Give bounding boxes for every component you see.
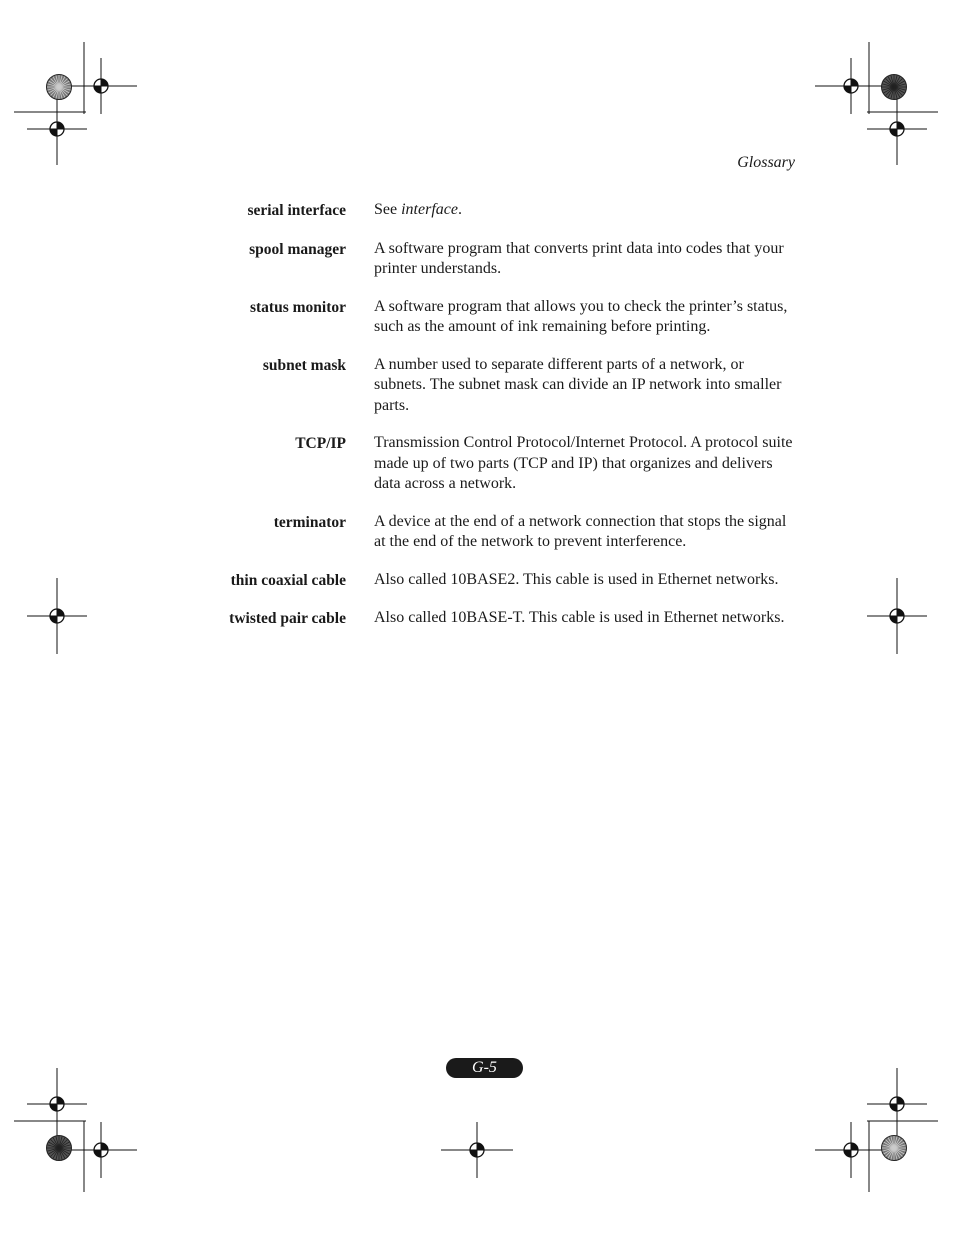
registration-target-fill [897, 122, 904, 129]
glossary-term: thin coaxial cable [230, 571, 346, 589]
glossary-definition: A software program that converts print data into codes that your printer understands. [374, 239, 784, 277]
registration-target-fill [897, 609, 904, 616]
glossary-term: terminator [273, 513, 346, 531]
glossary-entry [150, 512, 800, 553]
glossary-term: status monitor [249, 298, 346, 316]
glossary-definition: A device at the end of a network connection that stops the signal at the end of the network to prevent interference. [374, 512, 787, 550]
glossary-list [150, 200, 800, 647]
glossary-term: twisted pair cable [229, 610, 346, 627]
running-header: Glossary [737, 154, 795, 171]
registration-target-fill [94, 1150, 101, 1157]
registration-target-fill [57, 122, 64, 129]
glossary-entry [150, 355, 800, 417]
glossary-definition: Also called 10BASE-T. This cable is used in Ethernet networks. [374, 609, 785, 626]
registration-target-fill [101, 79, 108, 86]
glossary-definition: Also called 10BASE2. This cable is used in Ethernet networks. [374, 570, 779, 588]
glossary-entry [150, 570, 800, 592]
glossary-definition: A number used to separate different parts of a network, or subnets. The subnet mask can divide an IP network into smaller parts. [374, 355, 782, 414]
registration-target-fill [477, 1143, 484, 1150]
registration-target-fill [844, 1150, 851, 1157]
glossary-term: subnet mask [262, 356, 346, 374]
registration-target-fill [844, 86, 851, 93]
glossary-definition [374, 200, 794, 222]
page-number-tab: G-5 [446, 1058, 523, 1078]
registration-target-fill [890, 616, 897, 623]
registration-target-fill [57, 1097, 64, 1104]
registration-target-fill [94, 86, 101, 93]
glossary-term: TCP/IP [295, 435, 346, 452]
glossary-entry [150, 239, 800, 280]
glossary-entry [150, 608, 800, 630]
registration-target-fill [57, 609, 64, 616]
glossary-term: serial interface [247, 202, 346, 219]
glossary-entry [150, 433, 800, 495]
glossary-term: spool manager [249, 240, 346, 258]
registration-target-fill [50, 129, 57, 136]
registration-target-fill [470, 1150, 477, 1157]
registration-target-fill [890, 129, 897, 136]
registration-target-fill [851, 79, 858, 86]
glossary-entry [150, 297, 800, 338]
registration-target-fill [101, 1143, 108, 1150]
registration-target-fill [897, 1097, 904, 1104]
definition-prefix: See [374, 201, 402, 218]
registration-target-fill [50, 616, 57, 623]
registration-target-fill [890, 1104, 897, 1111]
definition-suffix: . [457, 201, 462, 218]
glossary-entry [150, 200, 800, 222]
registration-target-fill [50, 1104, 57, 1111]
definition-italic-term: interface [401, 201, 458, 218]
registration-target-fill [851, 1143, 858, 1150]
glossary-definition: A software program that allows you to check the printer’s status, such as the amount of ink remaining before printing. [374, 297, 788, 335]
glossary-definition: Transmission Control Protocol/Internet Protocol. A protocol suite made up of two parts (TCP and IP) that organizes and delivers data across a network. [374, 434, 793, 492]
